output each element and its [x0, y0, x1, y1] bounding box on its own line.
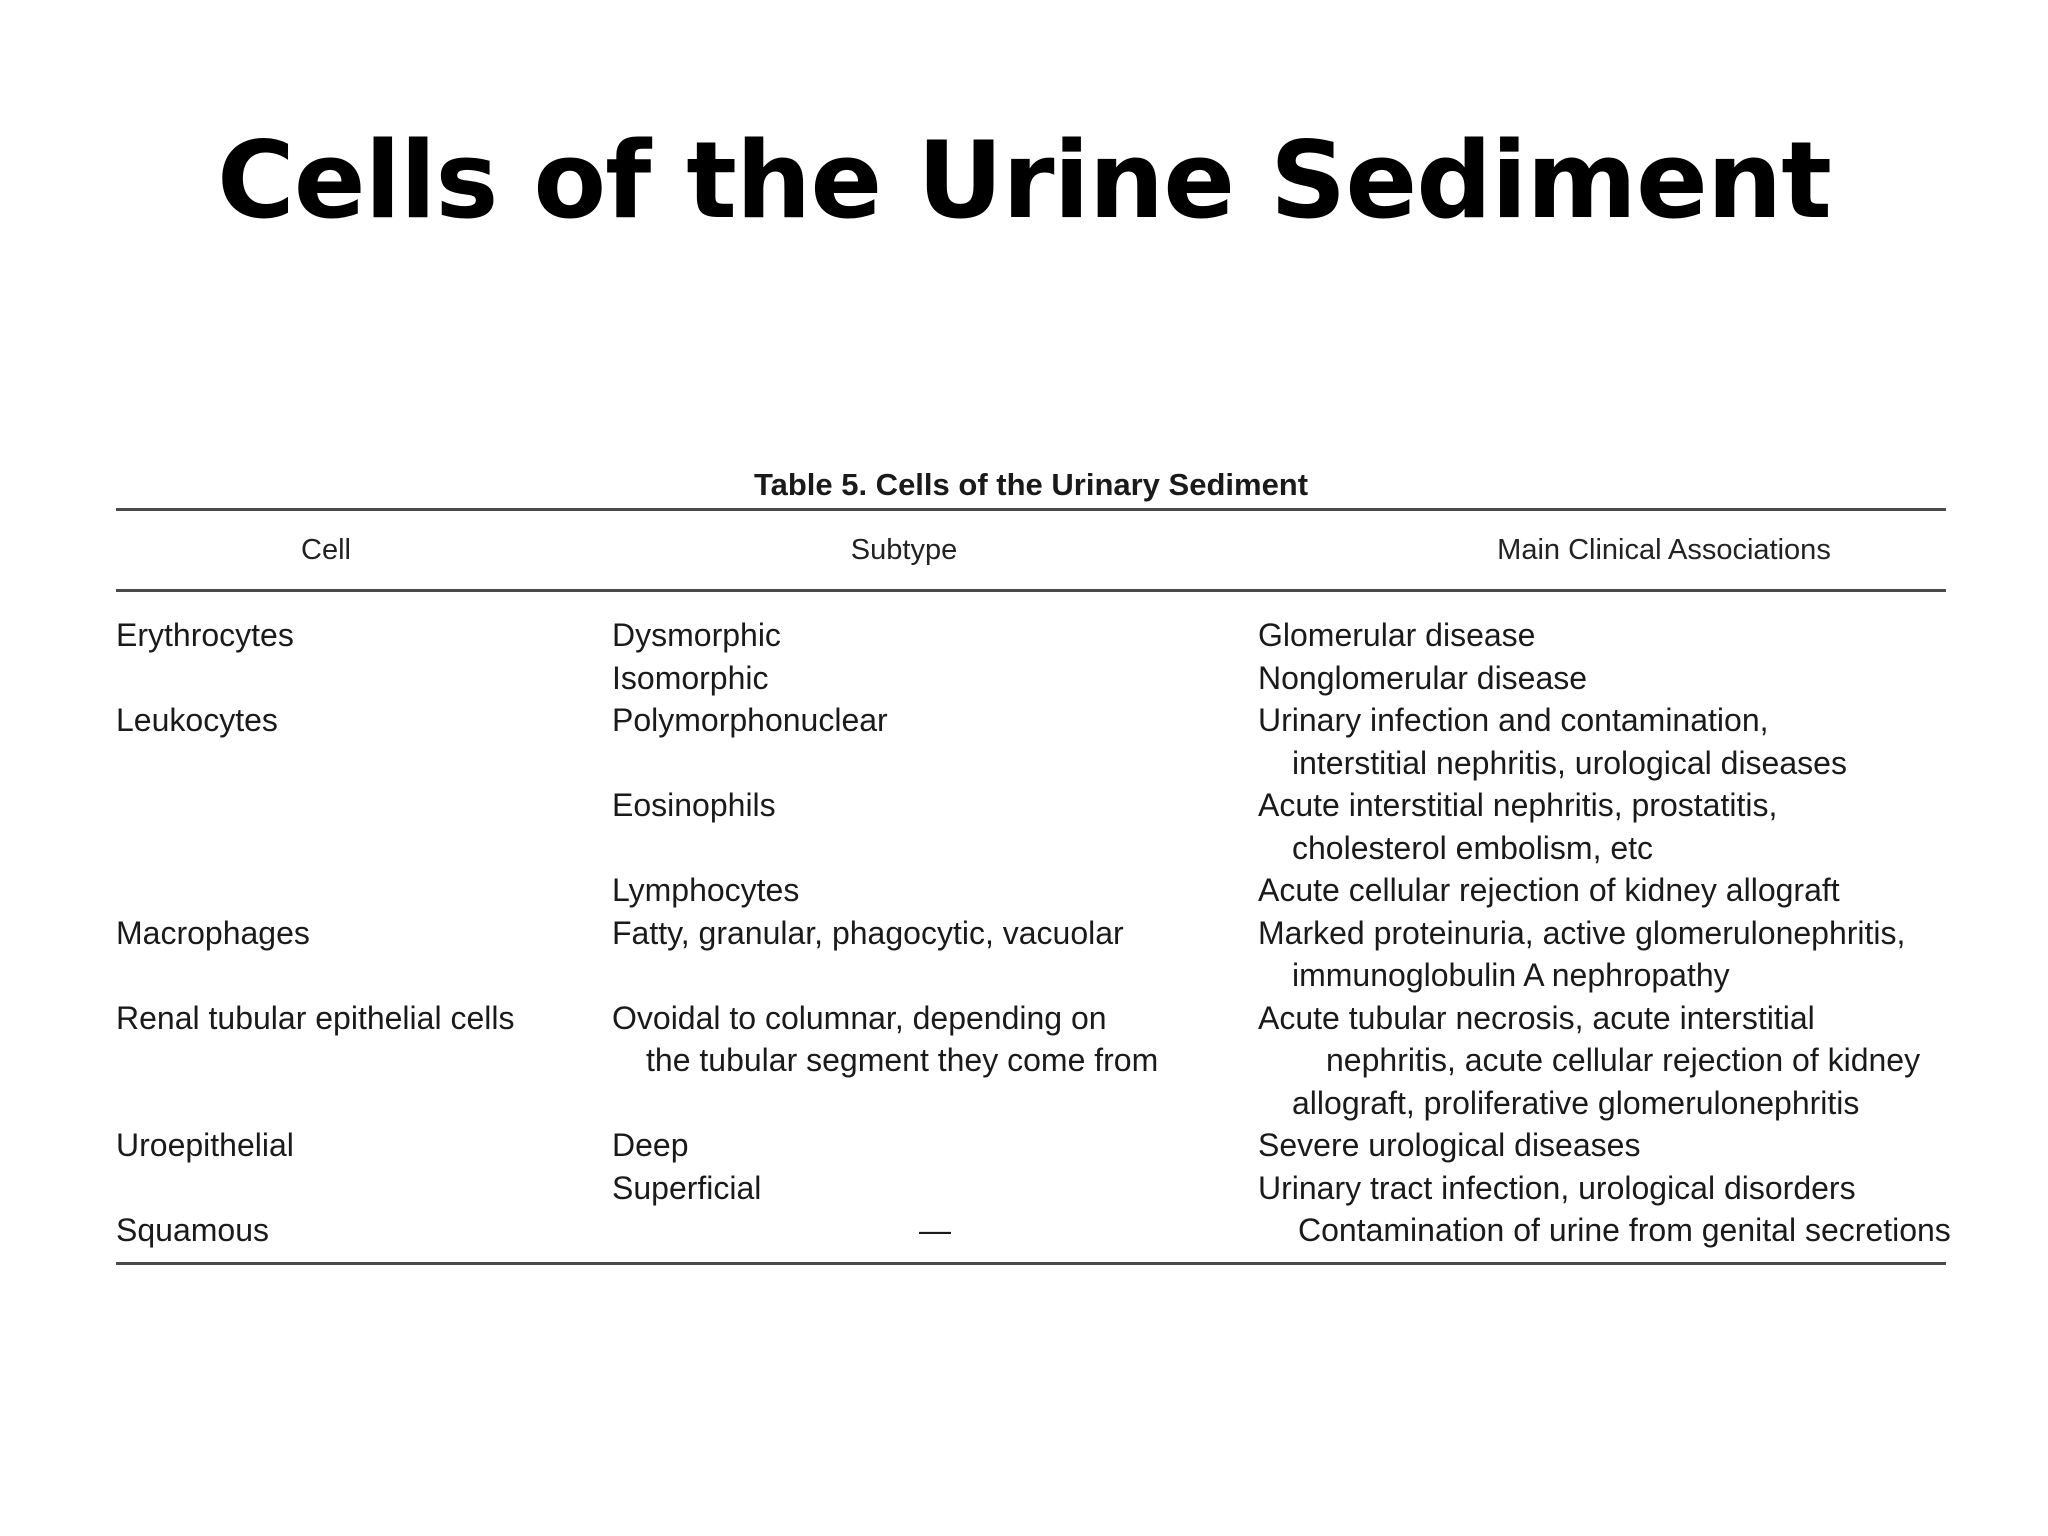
cell-subtype — [612, 954, 1258, 997]
cell-subtype: Dysmorphic — [612, 617, 781, 653]
table-row — [116, 614, 1946, 657]
cell-subtype: Fatty, granular, phagocytic, vacuolar — [612, 914, 1124, 951]
cell-association: Marked proteinuria, active glomerulonephritis, — [1258, 914, 1906, 951]
table-row — [116, 742, 1946, 785]
cell-association: Nonglomerular disease — [1258, 659, 1588, 696]
table-bottom-rule — [116, 1262, 1946, 1265]
table-row — [116, 912, 1946, 955]
slide-title: Cells of the Urine Sediment — [217, 119, 1831, 242]
table-row — [116, 1082, 1946, 1125]
cell-name — [116, 827, 612, 870]
cell-association: cholesterol embolism, etc — [1292, 829, 1654, 866]
cell-name — [116, 784, 612, 827]
table-row — [116, 1167, 1946, 1210]
cell-association: Glomerular disease — [1258, 617, 1536, 653]
cell-subtype — [612, 742, 1258, 785]
table-row — [116, 869, 1946, 912]
cell-association: immunoglobulin A nephropathy — [1292, 957, 1730, 993]
cell-subtype: Lymphocytes — [612, 872, 800, 908]
table-row — [116, 1124, 1946, 1167]
cell-name — [116, 657, 612, 700]
table-row — [116, 657, 1946, 700]
column-header-associations: Main Clinical Associations — [1497, 533, 1831, 566]
cell-subtype: the tubular segment they come from — [646, 1042, 1159, 1078]
cell-name — [116, 954, 612, 997]
cells-table — [116, 462, 1951, 1265]
table-caption: Table 5. Cells of the Urinary Sediment — [753, 467, 1309, 502]
cell-name: Macrophages — [116, 914, 310, 951]
cell-subtype — [612, 1082, 1258, 1125]
cell-association: allograft, proliferative glomerulonephritis — [1292, 1084, 1860, 1121]
cell-association: Urinary infection and contamination, — [1258, 702, 1769, 738]
cell-association: Severe urological diseases — [1258, 1127, 1641, 1163]
cell-association: nephritis, acute cellular rejection of kidney — [1326, 1042, 1921, 1078]
cell-association: Contamination of urine from genital secretions — [1298, 1212, 1951, 1248]
cell-association: Urinary tract infection, urological disorders — [1258, 1169, 1856, 1206]
cell-name — [116, 1167, 612, 1210]
cell-name — [116, 869, 612, 912]
table-row — [116, 699, 1946, 742]
cell-name: Renal tubular epithelial cells — [116, 999, 515, 1036]
cell-name: Squamous — [116, 1212, 269, 1248]
table-row — [116, 827, 1946, 870]
cell-association: Acute interstitial nephritis, prostatitis, — [1258, 787, 1778, 823]
table-row — [116, 1039, 1946, 1082]
cell-subtype: — — [919, 1212, 951, 1248]
cell-subtype: Deep — [612, 1127, 689, 1163]
cell-name: Leukocytes — [116, 702, 278, 738]
cell-name — [116, 1039, 612, 1082]
cell-subtype — [612, 827, 1258, 870]
table-row — [116, 997, 1946, 1040]
table-row — [116, 954, 1946, 997]
column-header-cell: Cell — [301, 533, 351, 566]
table-row — [116, 784, 1946, 827]
cell-name — [116, 1082, 612, 1125]
table-body — [116, 592, 1951, 1262]
cell-association: interstitial nephritis, urological diseases — [1292, 744, 1847, 781]
cell-name — [116, 742, 612, 785]
cell-subtype: Isomorphic — [612, 659, 769, 696]
cell-association: Acute tubular necrosis, acute interstitial — [1258, 999, 1815, 1036]
cell-subtype: Polymorphonuclear — [612, 702, 888, 738]
column-header-subtype: Subtype — [850, 533, 958, 566]
cell-subtype: Superficial — [612, 1169, 762, 1206]
cell-subtype: Ovoidal to columnar, depending on — [612, 999, 1107, 1036]
table-header-row — [116, 511, 1946, 589]
cell-subtype: Eosinophils — [612, 787, 776, 823]
table-row — [116, 1209, 1951, 1252]
cell-association: Acute cellular rejection of kidney allograft — [1258, 872, 1840, 908]
cell-name: Erythrocytes — [116, 617, 294, 653]
cell-name: Uroepithelial — [116, 1127, 294, 1163]
